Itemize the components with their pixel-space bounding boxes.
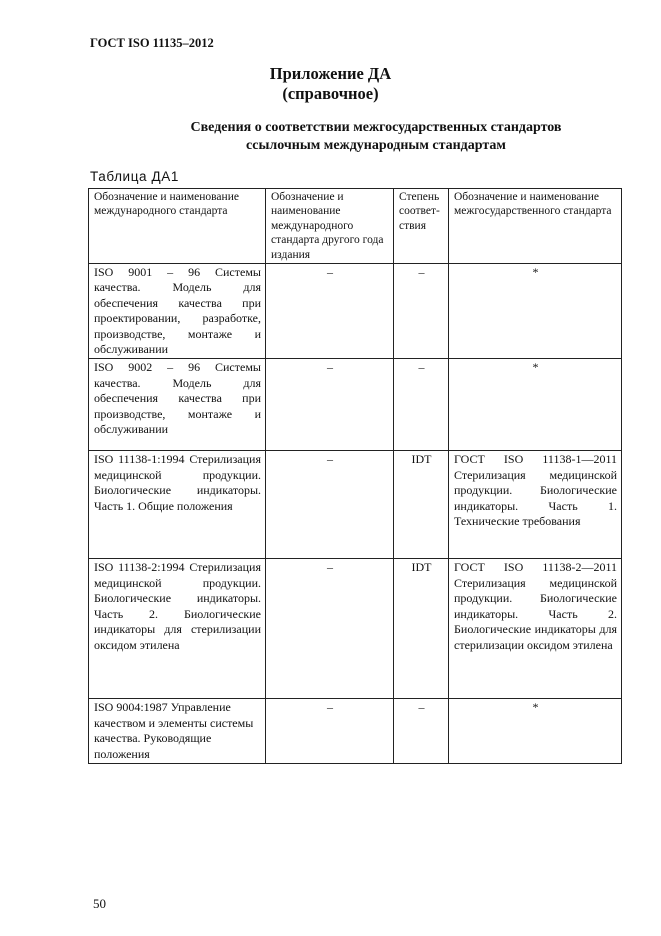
cell-degree: – xyxy=(394,264,449,359)
cell-interstate-standard: * xyxy=(449,264,622,359)
cell-interstate-standard: ГОСТ ISO 11138-1—2011 Стерилизация медицинской продукции. Биологические индикаторы. Часть 1. Технические требования xyxy=(449,451,622,559)
cell-other-year: – xyxy=(266,559,394,699)
cell-degree: IDT xyxy=(394,451,449,559)
annex-title: Приложение ДА xyxy=(269,64,392,83)
document-code: ГОСТ ISO 11135–2012 xyxy=(90,36,214,50)
cell-degree: – xyxy=(394,699,449,764)
table-row xyxy=(89,699,622,764)
cell-degree: – xyxy=(394,359,449,451)
header-degree: Степень соответ-ствия xyxy=(394,189,449,264)
cell-other-year: – xyxy=(266,451,394,559)
cell-intl-standard: ISO 9004:1987 Управление качеством и элементы системы качества. Руководящие положения xyxy=(89,699,266,764)
table-row xyxy=(89,559,622,699)
cell-other-year: – xyxy=(266,699,394,764)
header-intl-standard: Обозначение и наименование международного стандарта xyxy=(89,189,266,264)
table-row xyxy=(89,359,622,451)
cell-interstate-standard: * xyxy=(449,359,622,451)
page-number: 50 xyxy=(93,896,106,911)
header-other-year-standard: Обозначение и наименование международного стандарта другого года издания xyxy=(266,189,394,264)
section-title xyxy=(150,119,602,155)
cell-intl-standard: ISO 9002 – 96 Системы качества. Модель для обеспечения качества при производстве, монтаже и обслуживании xyxy=(89,359,266,451)
table-caption: Таблица ДА1 xyxy=(90,169,179,184)
cell-intl-standard: ISO 11138-1:1994 Стерилизация медицинской продукции. Биологические индикаторы. Часть 1. Общие положения xyxy=(89,451,266,559)
table-row xyxy=(89,264,622,359)
annex-subtitle: (справочное) xyxy=(282,84,379,103)
cell-other-year: – xyxy=(266,359,394,451)
table-header-row xyxy=(89,189,622,264)
cell-intl-standard: ISO 11138-2:1994 Стерилизация медицинской продукции. Биологические индикаторы. Часть 2. Биологические индикаторы для стерилизации оксидом этилена xyxy=(89,559,266,699)
cell-degree: IDT xyxy=(394,559,449,699)
section-title-line-2: ссылочным международным стандартам xyxy=(246,138,506,153)
cell-interstate-standard: * xyxy=(449,699,622,764)
section-title-line-1: Сведения о соответствии межгосударственных стандартов xyxy=(190,120,562,135)
table-row xyxy=(89,451,622,559)
cell-intl-standard: ISO 9001 – 96 Системы качества. Модель для обеспечения качества при проектировании, разработке, производстве, монтаже и обслуживании xyxy=(89,264,266,359)
correspondence-table xyxy=(88,188,622,764)
cell-other-year: – xyxy=(266,264,394,359)
cell-interstate-standard: ГОСТ ISO 11138-2—2011 Стерилизация медицинской продукции. Биологические индикаторы. Часть 2. Биологические индикаторы для стерилизации оксидом этилена xyxy=(449,559,622,699)
header-interstate-standard: Обозначение и наименование межгосударственного стандарта xyxy=(449,189,622,264)
